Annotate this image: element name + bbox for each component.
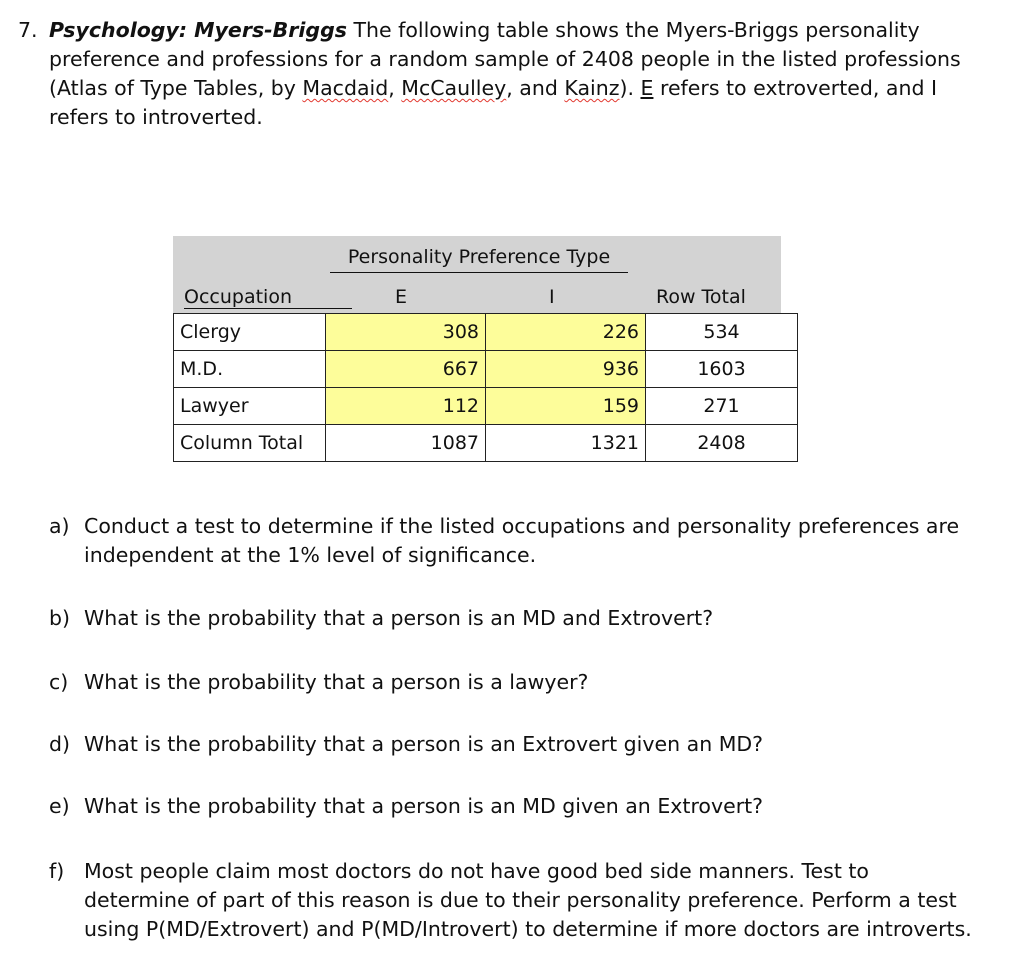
- question-f: [49, 857, 979, 944]
- row-label: Clergy: [174, 314, 326, 351]
- problem-topic: Psychology: Myers-Briggs: [49, 18, 347, 42]
- question-d: [49, 730, 979, 759]
- e-letter: E: [640, 76, 654, 100]
- cell-i: 936: [486, 351, 646, 388]
- question-letter: b): [49, 606, 71, 630]
- header-occupation: Occupation: [184, 286, 352, 309]
- cell-i: 159: [486, 388, 646, 425]
- author-separator-2: , and: [506, 76, 565, 100]
- cell-e-total: 1087: [326, 425, 486, 462]
- contingency-table: [173, 236, 781, 462]
- header-e: E: [395, 286, 408, 308]
- question-letter: a): [49, 514, 70, 538]
- cell-i: 226: [486, 314, 646, 351]
- cell-e: 308: [326, 314, 486, 351]
- problem-body: [49, 16, 988, 132]
- question-text: What is the probability that a person is an MD given an Extrovert?: [84, 794, 764, 818]
- intro-text-3: refers to extroverted, and I refers to introverted.: [49, 76, 938, 129]
- intro-text-1: The following table shows the Myers-Briggs personality preference and professions for a random sample of 2408 people in the listed professions (Atlas of Type Tables, by: [49, 18, 961, 100]
- author-separator-1: ,: [388, 76, 402, 100]
- personality-preference-title: Personality Preference Type: [330, 246, 628, 273]
- problem-statement: [18, 16, 988, 132]
- table-row-column-total: [174, 425, 798, 462]
- question-c: [49, 668, 979, 697]
- header-row-total: Row Total: [656, 286, 746, 308]
- cell-row-total: 534: [646, 314, 798, 351]
- question-letter: d): [49, 732, 71, 756]
- question-text: What is the probability that a person is an MD and Extrovert?: [84, 606, 714, 630]
- question-letter: f): [49, 859, 65, 883]
- table-row-clergy: [174, 314, 798, 351]
- question-letter: e): [49, 794, 70, 818]
- table-header: [173, 236, 781, 313]
- question-letter: c): [49, 670, 69, 694]
- cell-row-total: 271: [646, 388, 798, 425]
- cell-row-total: 1603: [646, 351, 798, 388]
- data-table: [173, 313, 798, 462]
- question-b: [49, 604, 979, 633]
- cell-i-total: 1321: [486, 425, 646, 462]
- header-i: I: [549, 286, 555, 308]
- row-label: M.D.: [174, 351, 326, 388]
- row-label: Lawyer: [174, 388, 326, 425]
- author-mccaulley: McCaulley: [401, 76, 507, 100]
- question-text: Most people claim most doctors do not have good bed side manners. Test to determine of part of this reason is due to their personality preference. Perform a test using P(MD/Extrovert) and P(MD/Introvert) to determine if more doctors are introverts.: [84, 859, 972, 941]
- author-macdaid: Macdaid: [302, 76, 389, 100]
- cell-grand-total: 2408: [646, 425, 798, 462]
- cell-e: 667: [326, 351, 486, 388]
- row-label: Column Total: [174, 425, 326, 462]
- question-text: What is the probability that a person is an Extrovert given an MD?: [84, 732, 764, 756]
- question-a: [49, 512, 979, 570]
- problem-number: 7.: [18, 18, 38, 42]
- table-row-lawyer: [174, 388, 798, 425]
- question-text: Conduct a test to determine if the listed occupations and personality preferences are independent at the 1% level of significance.: [84, 514, 960, 567]
- question-e: [49, 792, 979, 821]
- author-kainz: Kainz: [564, 76, 620, 100]
- cell-e: 112: [326, 388, 486, 425]
- intro-text-2: ).: [619, 76, 641, 100]
- table-row-md: [174, 351, 798, 388]
- question-text: What is the probability that a person is a lawyer?: [84, 670, 589, 694]
